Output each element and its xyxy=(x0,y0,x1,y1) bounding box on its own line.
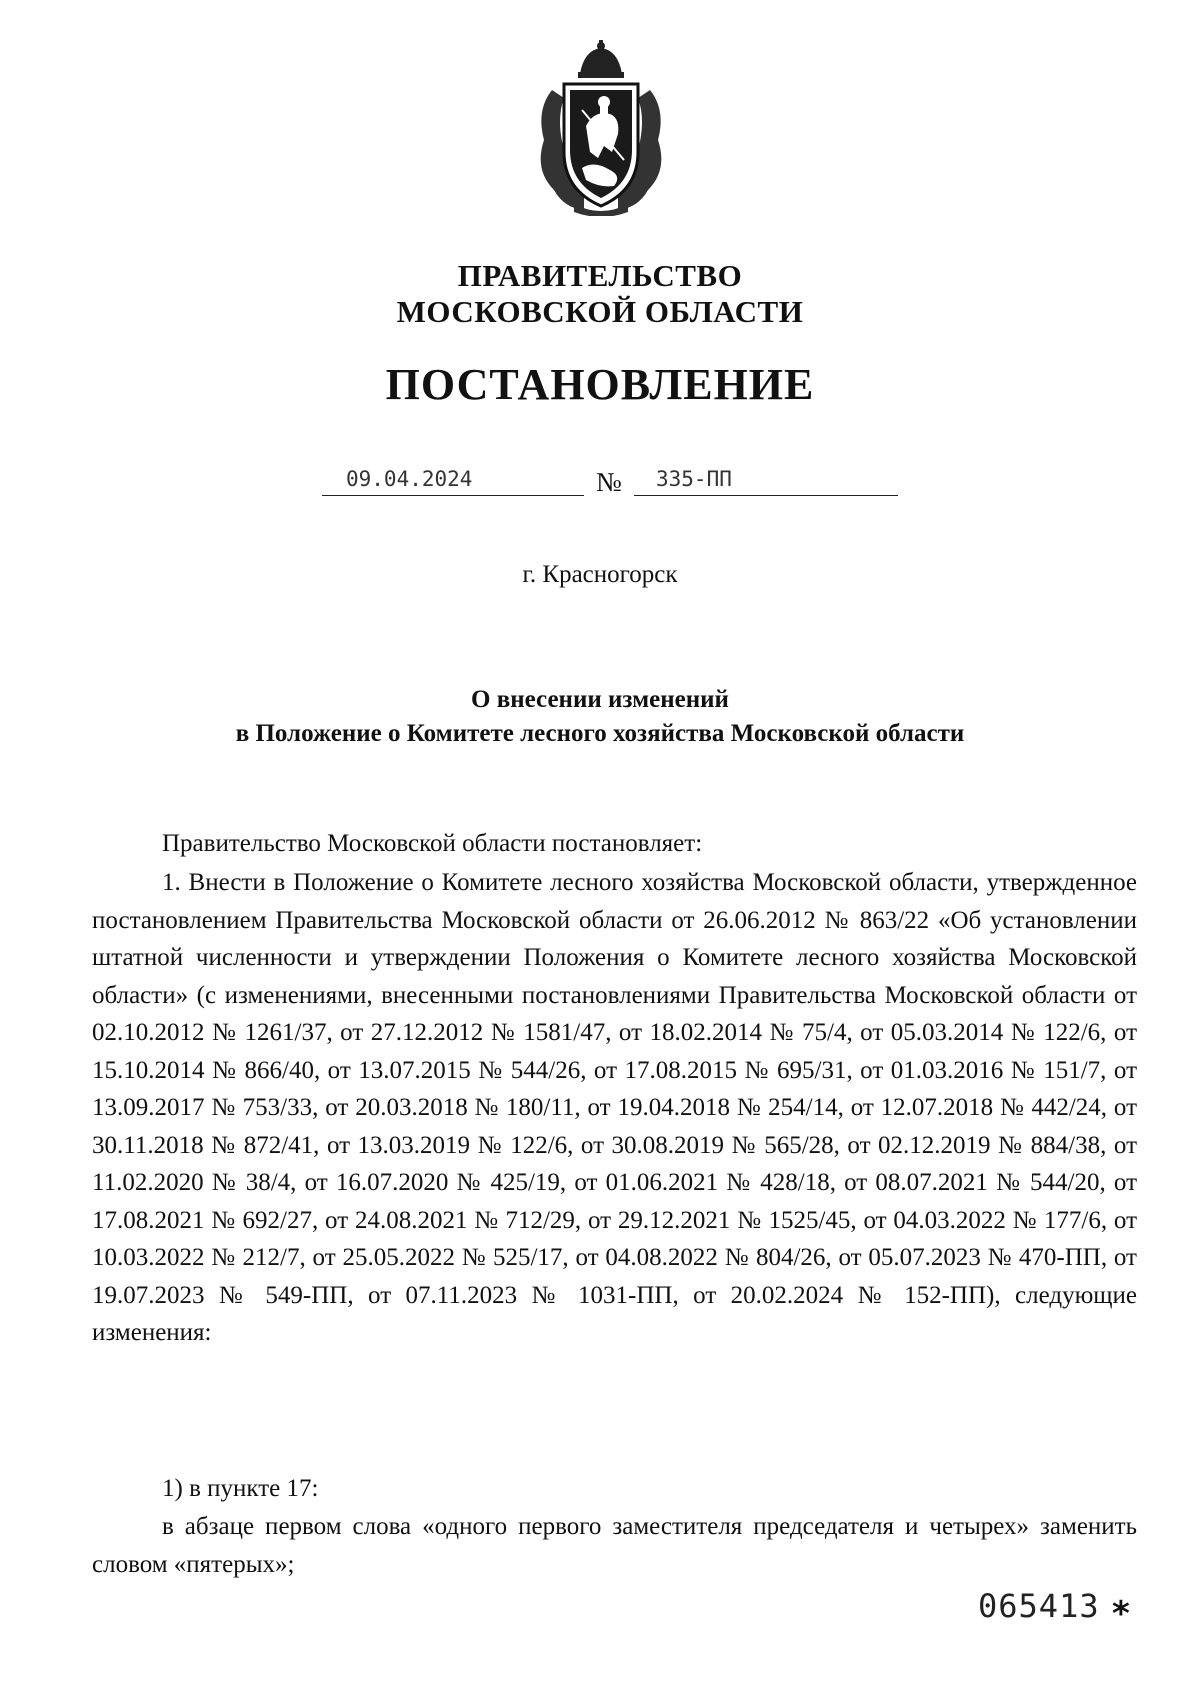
amendment-paragraph-2: в абзаце первом слова «одного первого заместителя председателя и четырех» заменить словом «пятерых»; xyxy=(92,1513,1137,1578)
amendment-paragraph-1: 1. Внести в Положение о Комитете лесного хозяйства Московской области, утвержденное постановлением Правительства Московской области от 26.06.2012 № 863/22 «Об установлении штатной численности и утверждении Положения о Комитете лесного хозяйства Московской области» (с изменениями, внесенными постановлениями Правительства Московской области от 02.10.2012 № 1261/37, от 27.12.2012 № 1581/47, от 18.02.2014 № 75/4, от 05.03.2014 № 122/6, от 15.10.2014 № 866/40, от 13.07.2015 № 544/26, от 17.08.2015 № 695/31, от 01.03.2016 № 151/7, от 13.09.2017 № 753/33, от 20.03.2018 № 180/11, от 19.04.2018 № 254/14, от 12.07.2018 № 442/24, от 30.11.2018 № 872/41, от 13.03.2019 № 122/6, от 30.08.2019 № 565/28, от 02.12.2019 № 884/38, от 11.02.2020 № 38/4, от 16.07.2020 № 425/19, от 01.06.2021 № 428/18, от 08.07.2021 № 544/20, от 17.08.2021 № 692/27, от 24.08.2021 № 712/29, от 29.12.2021 № 1525/45, от 04.03.2022 № 177/6, от 10.03.2022 № 212/7, от 25.05.2022 № 525/17, от 04.08.2022 № 804/26, от 05.07.2023 № 470-ПП, от 19.07.2023 № 549-ПП, от 07.11.2023 № 1031-ПП, от 20.02.2024 № 152-ПП), следующие изменения: xyxy=(92,869,1137,1346)
coat-of-arms-icon xyxy=(534,40,668,216)
intro-paragraph: Правительство Московской области постановляет: xyxy=(162,830,703,857)
organization-line-1: ПРАВИТЕЛЬСТВО xyxy=(457,258,743,293)
organization-name xyxy=(0,258,1200,330)
subitem-1: 1) в пункте 17: xyxy=(162,1475,319,1502)
asterisk-mark: * xyxy=(1112,1594,1130,1634)
document-subject xyxy=(0,683,1200,751)
subject-line-1: О внесении изменений xyxy=(471,686,729,713)
document-number: 335-ПП xyxy=(634,462,898,496)
serial-number: 065413 xyxy=(978,1587,1100,1625)
city-name: г. Красногорск xyxy=(522,561,678,588)
organization-line-2: МОСКОВСКОЙ ОБЛАСТИ xyxy=(396,294,804,329)
document-type: ПОСТАНОВЛЕНИЕ xyxy=(385,360,815,409)
subject-line-2: в Положение о Комитете лесного хозяйства Московской области xyxy=(235,720,965,747)
document-date: 09.04.2024 xyxy=(322,462,584,496)
number-sign: № xyxy=(596,467,622,497)
